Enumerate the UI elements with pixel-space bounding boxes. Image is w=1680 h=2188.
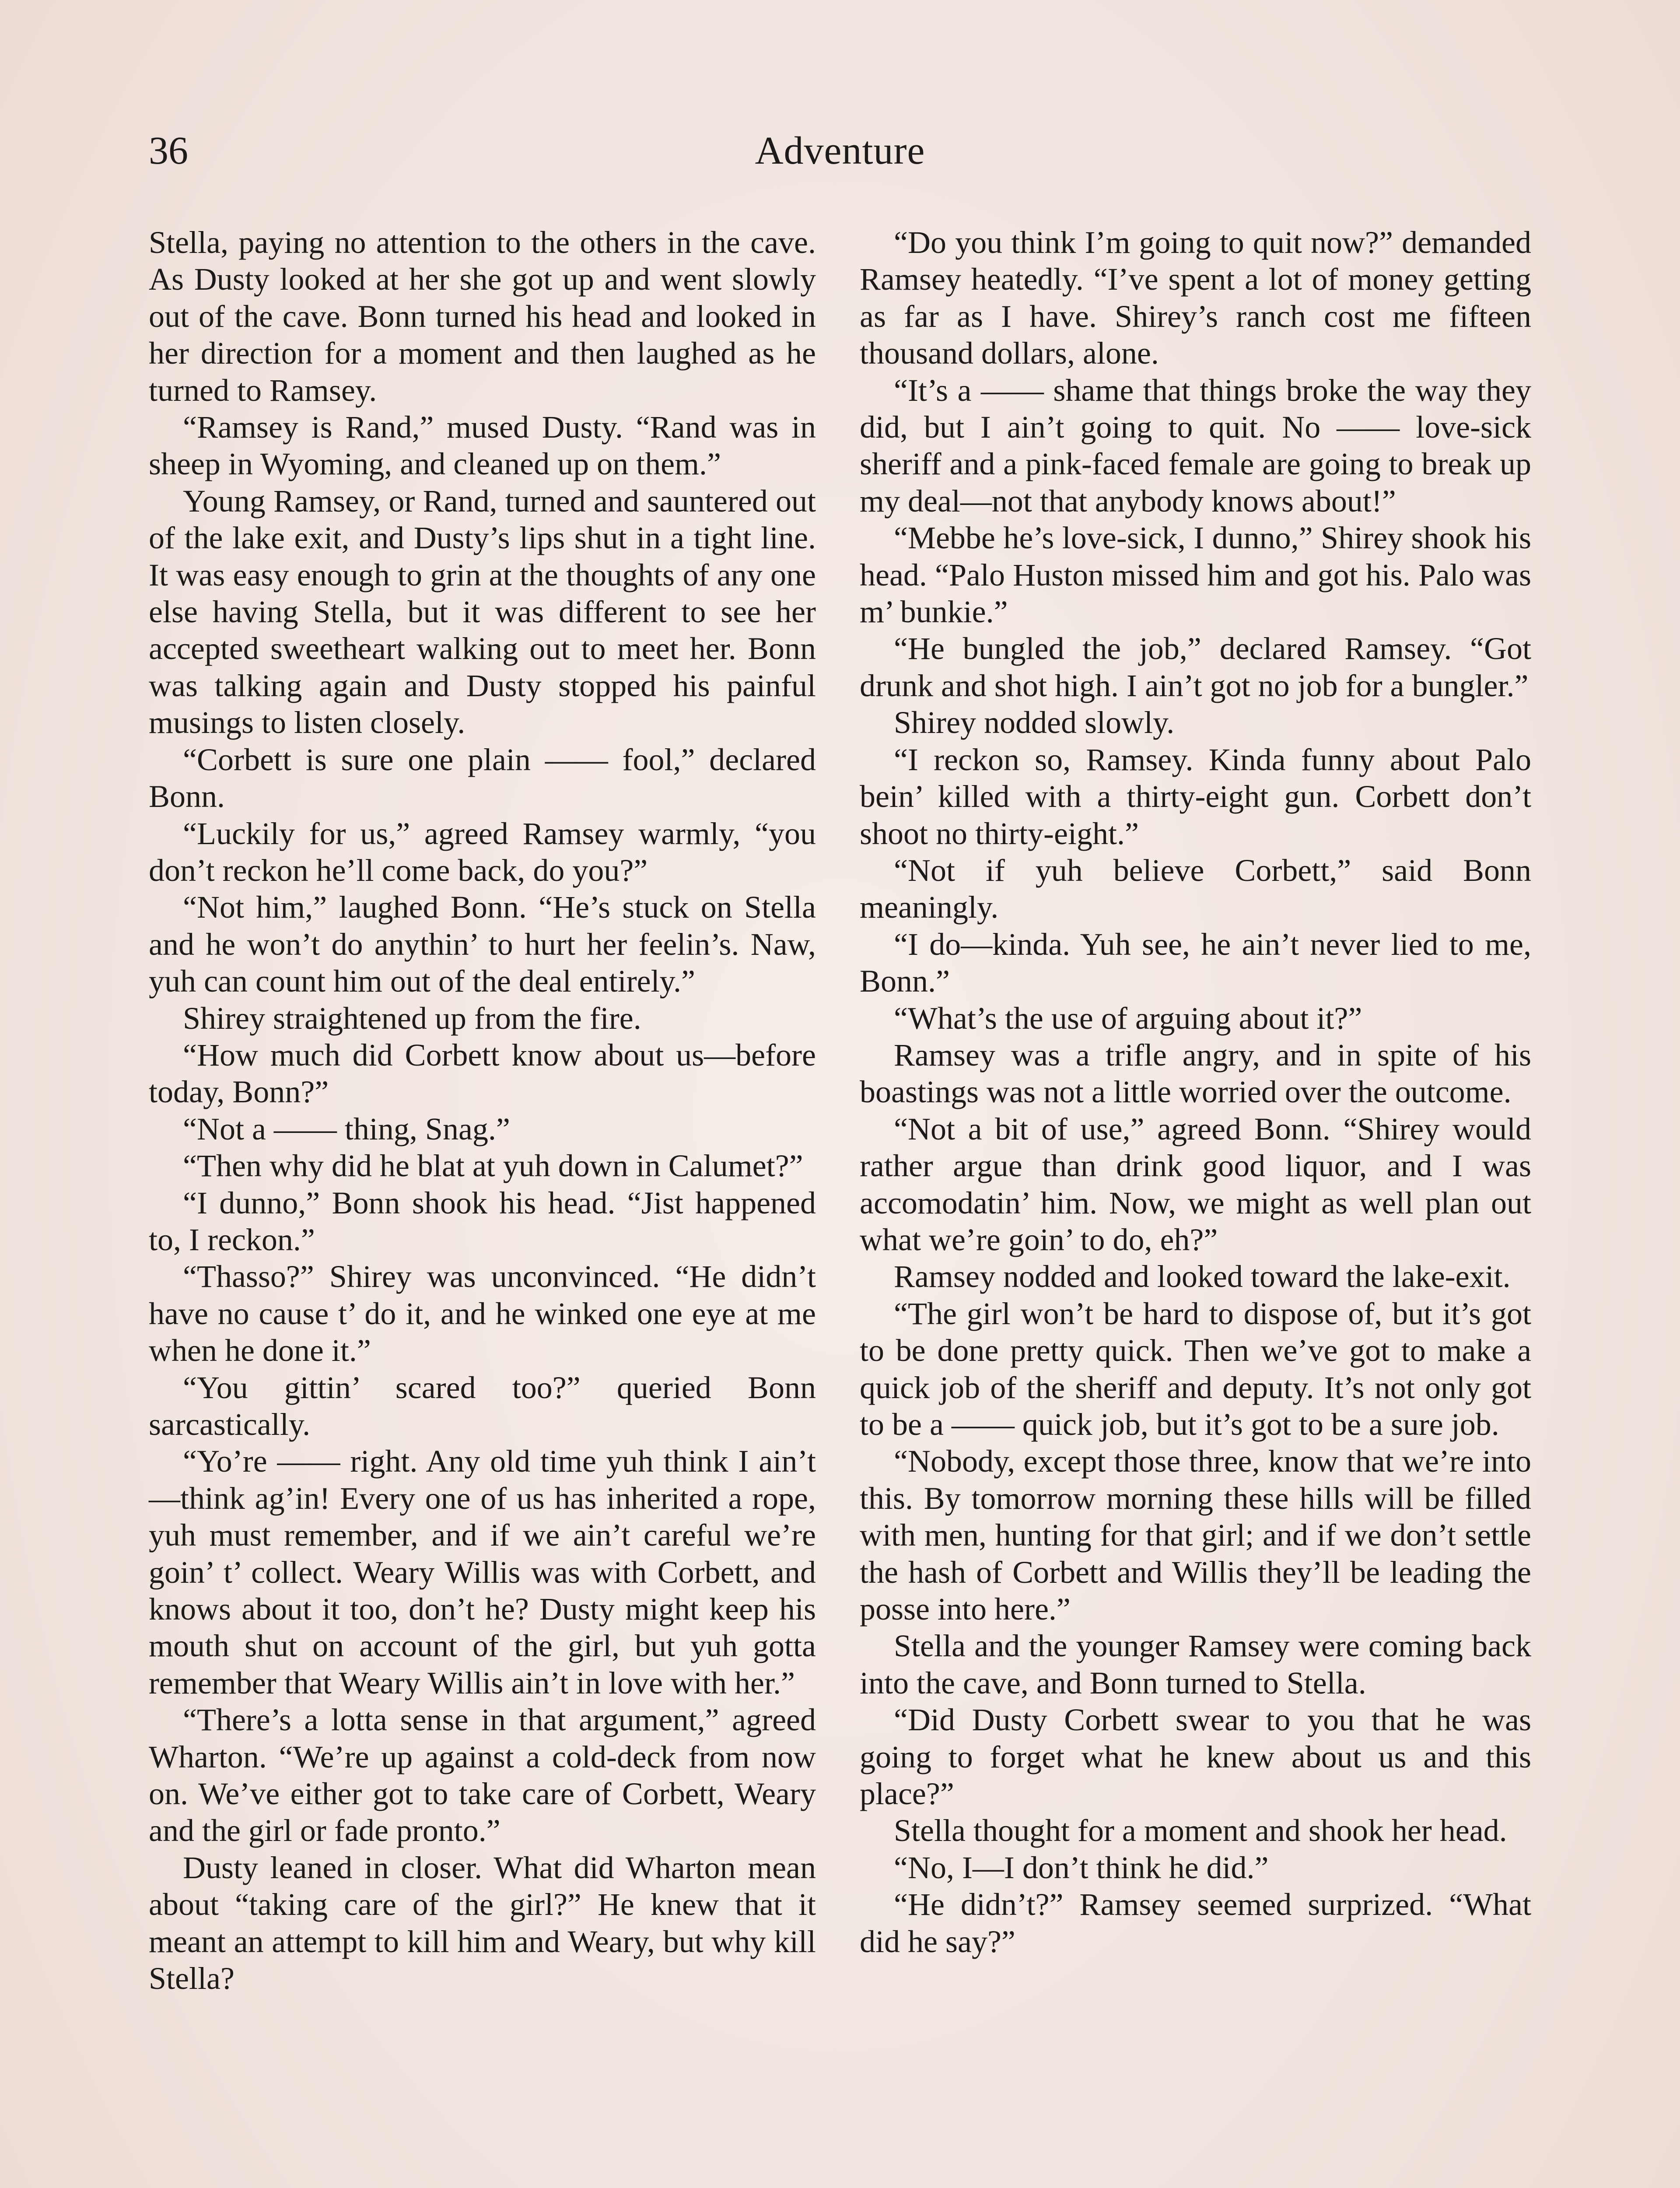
paragraph: “I dunno,” Bonn shook his head. “Jist happened to, I reckon.”	[149, 1185, 816, 1257]
paragraph: “It’s a —— shame that things broke the way they did, but I ain’t going to quit. No —— love-sick sheriff and a pink-faced female are going to break up my deal—not that anybody knows about!”	[860, 372, 1531, 519]
paragraph: Ramsey nodded and looked toward the lake-exit.	[894, 1259, 1511, 1294]
paragraph: “Not a —— thing, Snag.”	[183, 1111, 510, 1147]
paragraph: “How much did Corbett know about us—before today, Bonn?”	[149, 1037, 816, 1110]
paragraph: “Not him,” laughed Bonn. “He’s stuck on Stella and he won’t do anythin’ to hurt her feelin’s. Naw, yuh can count him out of the deal entirely.”	[149, 890, 816, 999]
paragraph: “Nobody, except those three, know that we’re into this. By tomorrow morning these hills will be filled with men, hunting for that girl; and if we don’t settle the hash of Corbett and Willis they’ll be leading the posse into here.”	[860, 1444, 1531, 1627]
magazine-title: Adventure	[755, 129, 925, 172]
paragraph: “Not a bit of use,” agreed Bonn. “Shirey would rather argue than drink good liquor, and I was accomodatin’ him. Now, we might as well plan out what we’re goin’ to do, eh?”	[860, 1111, 1531, 1257]
paragraph: “Ramsey is Rand,” mused Dusty. “Rand was in sheep in Wyoming, and cleaned up on them.”	[149, 410, 816, 482]
paragraph: “He didn’t?” Ramsey seemed surprized. “What did he say?”	[860, 1887, 1531, 1959]
paragraph: “Not if yuh believe Corbett,” said Bonn meaningly.	[860, 852, 1531, 925]
paragraph: Stella and the younger Ramsey were coming back into the cave, and Bonn turned to Stella.	[860, 1628, 1531, 1701]
paragraph: “Then why did he blat at yuh down in Calumet?”	[183, 1148, 803, 1184]
left-column	[149, 224, 816, 1997]
paragraph: Ramsey was a trifle angry, and in spite of his boastings was not a little worried over the outcome.	[860, 1037, 1531, 1110]
paragraph: Shirey straightened up from the fire.	[183, 1000, 641, 1036]
paragraph: “You gittin’ scared too?” queried Bonn sarcastically.	[149, 1370, 816, 1442]
paragraph: “I do—kinda. Yuh see, he ain’t never lied to me, Bonn.”	[860, 926, 1531, 999]
paragraph: Stella, paying no attention to the others in the cave. As Dusty looked at her she got up and went slowly out of the cave. Bonn turned his head and looked in her direction for a moment and then laughed as he turned to Ramsey.	[149, 225, 816, 408]
paragraph: “Do you think I’m going to quit now?” demanded Ramsey heatedly. “I’ve spent a lot of money getting as far as I have. Shirey’s ranch cost me fifteen thousand dollars, alone.	[860, 225, 1531, 371]
paragraph: Shirey nodded slowly.	[894, 705, 1175, 740]
right-column	[860, 224, 1531, 1960]
paragraph: “He bungled the job,” declared Ramsey. “Got drunk and shot high. I ain’t got no job for a bungler.”	[860, 631, 1531, 703]
paragraph: “No, I—I don’t think he did.”	[894, 1850, 1269, 1885]
paragraph: “Yo’re —— right. Any old time yuh think I ain’t—think ag’in! Every one of us has inherited a rope, yuh must remember, and if we ain’t careful we’re goin’ t’ collect. Weary Willis was with Corbett, and knows about it too, don’t he? Dusty might keep his mouth shut on account of the girl, but yuh gotta remember that Weary Willis ain’t in love with her.”	[149, 1444, 816, 1701]
paragraph: “Did Dusty Corbett swear to you that he was going to forget what he knew about us and this place?”	[860, 1702, 1531, 1812]
paragraph: Young Ramsey, or Rand, turned and sauntered out of the lake exit, and Dusty’s lips shut in a tight line. It was easy enough to grin at the thoughts of any one else having Stella, but it was different to see her accepted sweetheart walking out to meet her. Bonn was talking again and Dusty stopped his painful musings to listen closely.	[149, 483, 816, 740]
paragraph: Dusty leaned in closer. What did Wharton mean about “taking care of the girl?” He knew that it meant an attempt to kill him and Weary, but why kill Stella?	[149, 1850, 816, 1996]
page-number: 36	[149, 129, 188, 172]
paragraph: Stella thought for a moment and shook her head.	[894, 1813, 1507, 1848]
paragraph: “There’s a lotta sense in that argument,” agreed Wharton. “We’re up against a cold-deck from now on. We’ve either got to take care of Corbett, Weary and the girl or fade pronto.”	[149, 1702, 816, 1848]
paragraph: “What’s the use of arguing about it?”	[894, 1000, 1362, 1036]
paragraph: “Corbett is sure one plain —— fool,” declared Bonn.	[149, 742, 816, 814]
paragraph: “The girl won’t be hard to dispose of, but it’s got to be done pretty quick. Then we’ve got to make a quick job of the sheriff and deputy. It’s not only got to be a —— quick job, but it’s got to be a sure job.	[860, 1296, 1531, 1442]
paragraph: “Mebbe he’s love-sick, I dunno,” Shirey shook his head. “Palo Huston missed him and got his. Palo was m’ bunkie.”	[860, 520, 1531, 630]
paragraph: “Luckily for us,” agreed Ramsey warmly, “you don’t reckon he’ll come back, do you?”	[149, 816, 816, 888]
paragraph: “I reckon so, Ramsey. Kinda funny about Palo bein’ killed with a thirty-eight gun. Corbett don’t shoot no thirty-eight.”	[860, 742, 1531, 851]
page-header	[149, 127, 1531, 184]
paragraph: “Thasso?” Shirey was unconvinced. “He didn’t have no cause t’ do it, and he winked one eye at me when he done it.”	[149, 1259, 816, 1368]
